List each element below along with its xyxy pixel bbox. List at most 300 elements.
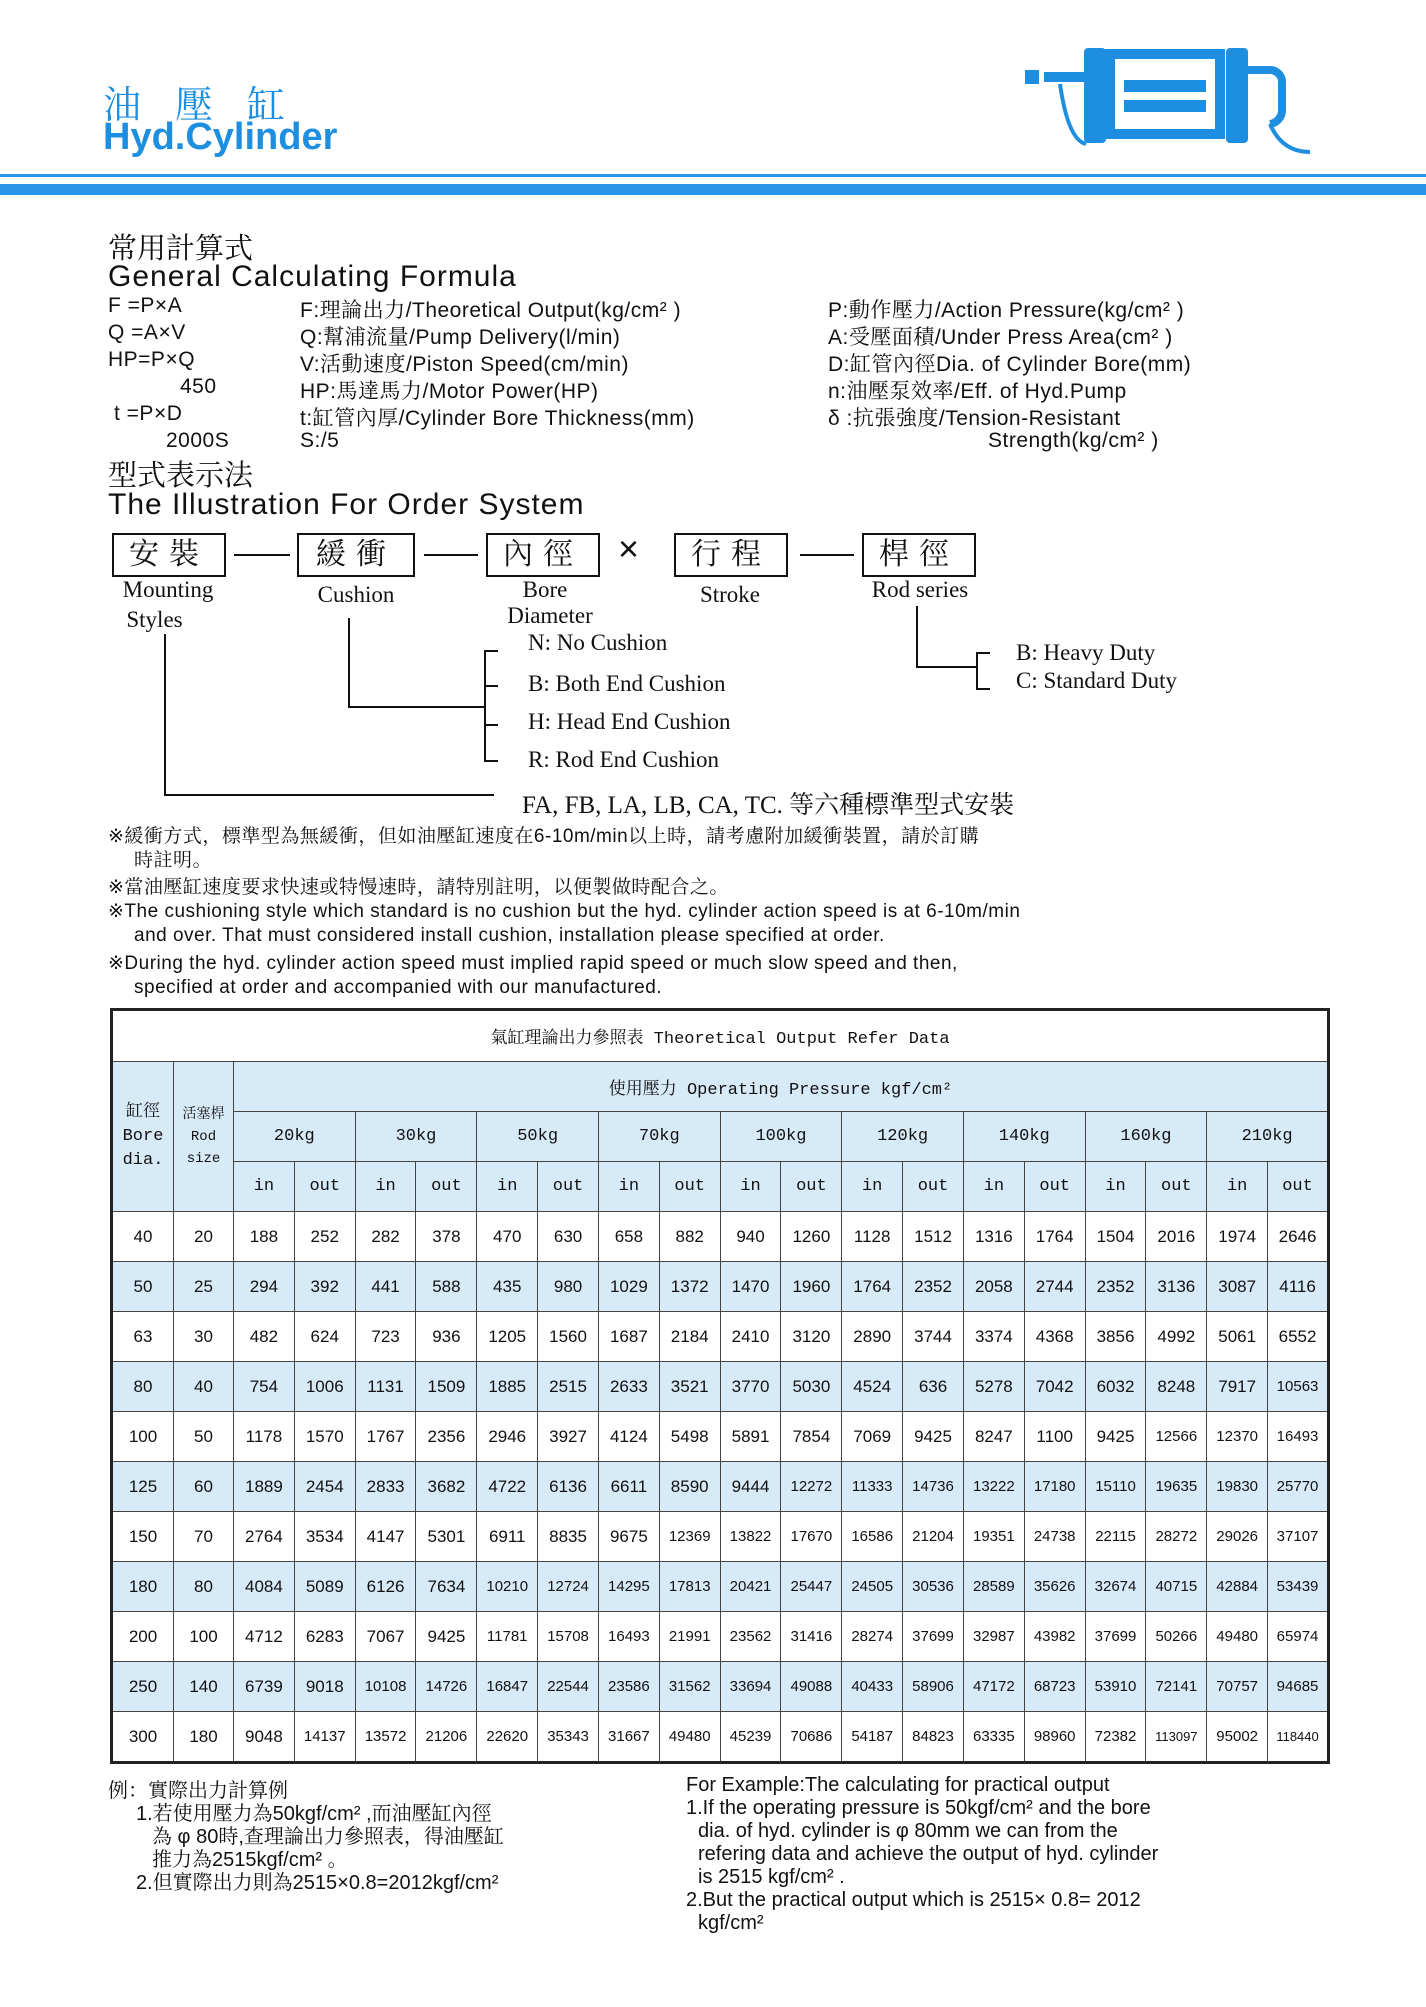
cushion-option: N: No Cushion — [528, 630, 668, 655]
tree-line — [916, 606, 918, 668]
output-cell: 624 — [294, 1312, 355, 1362]
output-cell: 72382 — [1085, 1712, 1146, 1763]
output-cell: 3521 — [659, 1362, 720, 1412]
output-cell: 4124 — [598, 1412, 659, 1462]
pressure-column-header: 120kg — [842, 1112, 964, 1162]
rod-option: B: Heavy Duty — [1016, 640, 1156, 665]
bore-cell: 40 — [112, 1212, 174, 1262]
in-header: in — [355, 1162, 416, 1212]
header-rule-thick — [0, 184, 1426, 195]
out-header: out — [1024, 1162, 1085, 1212]
output-cell: 1205 — [477, 1312, 538, 1362]
output-cell: 40433 — [842, 1662, 903, 1712]
output-cell: 12724 — [538, 1562, 599, 1612]
pressure-column-header: 100kg — [720, 1112, 842, 1162]
output-cell: 17813 — [659, 1562, 720, 1612]
output-cell: 636 — [903, 1362, 964, 1412]
order-connector — [424, 554, 478, 556]
order-box-rod: 桿徑 — [862, 533, 976, 577]
formula-line: 450 — [180, 375, 217, 398]
output-cell: 50266 — [1146, 1612, 1207, 1662]
output-cell: 392 — [294, 1262, 355, 1312]
output-cell: 4992 — [1146, 1312, 1207, 1362]
mounting-options: FA, FB, LA, LB, CA, TC. 等六種標準型式安裝 — [522, 792, 1015, 819]
output-cell: 9425 — [416, 1612, 477, 1662]
table-row — [112, 1562, 1329, 1612]
output-cell: 28272 — [1146, 1512, 1207, 1562]
formula-definition: δ :抗張強度/Tension-Resistant — [828, 407, 1121, 430]
bore-cell: 300 — [112, 1712, 174, 1763]
example-cn-line: 例：實際出力計算例 — [108, 1780, 288, 1802]
output-cell: 12369 — [659, 1512, 720, 1562]
rod-option: C: Standard Duty — [1016, 668, 1177, 693]
output-table — [110, 1008, 1330, 1764]
rod-header-size: size — [186, 1150, 221, 1167]
tree-line — [976, 688, 990, 690]
formula-line: HP=P×Q — [108, 348, 196, 371]
in-header: in — [1085, 1162, 1146, 1212]
output-cell: 65974 — [1268, 1612, 1329, 1662]
output-cell: 70757 — [1207, 1662, 1268, 1712]
output-cell: 1885 — [477, 1362, 538, 1412]
order-box-stroke: 行程 — [674, 533, 788, 577]
output-cell: 1889 — [234, 1462, 295, 1512]
table-row — [112, 1362, 1329, 1412]
formula-heading-en: General Calculating Formula — [108, 260, 517, 293]
in-header: in — [598, 1162, 659, 1212]
output-cell: 7634 — [416, 1562, 477, 1612]
output-cell: 2833 — [355, 1462, 416, 1512]
output-cell: 980 — [538, 1262, 599, 1312]
rod-cell: 140 — [174, 1662, 234, 1712]
bore-cell: 50 — [112, 1262, 174, 1312]
order-heading-en: The Illustration For Order System — [108, 488, 585, 521]
bore-cell: 180 — [112, 1562, 174, 1612]
output-cell: 5061 — [1207, 1312, 1268, 1362]
output-cell: 53910 — [1085, 1662, 1146, 1712]
output-cell: 24738 — [1024, 1512, 1085, 1562]
note-line: and over. That must considered install cushion, installation please specified at order. — [134, 925, 885, 946]
example-en-line: 1.If the operating pressure is 50kgf/cm² and the bore — [686, 1797, 1151, 1819]
order-heading-cn: 型式表示法 — [108, 458, 254, 492]
out-header: out — [294, 1162, 355, 1212]
pressure-header: 使用壓力 Operating Pressure kgf/cm² — [234, 1062, 1329, 1112]
formula-definition: D:缸管內徑Dia. of Cylinder Bore(mm) — [828, 353, 1192, 376]
order-box-cushion: 緩衝 — [297, 533, 415, 577]
formula-definition: HP:馬達馬力/Motor Power(HP) — [300, 380, 599, 403]
output-cell: 24505 — [842, 1562, 903, 1612]
output-cell: 1470 — [720, 1262, 781, 1312]
output-cell: 6126 — [355, 1562, 416, 1612]
output-cell: 54187 — [842, 1712, 903, 1763]
tree-line — [484, 685, 498, 687]
output-cell: 1974 — [1207, 1212, 1268, 1262]
output-cell: 6552 — [1268, 1312, 1329, 1362]
formula-line: t =P×D — [114, 402, 183, 425]
output-cell: 45239 — [720, 1712, 781, 1763]
output-cell: 8247 — [963, 1412, 1024, 1462]
in-header: in — [842, 1162, 903, 1212]
rod-header-cn: 活塞桿 — [182, 1106, 225, 1123]
output-cell: 2356 — [416, 1412, 477, 1462]
order-box-mounting: 安裝 — [112, 533, 226, 577]
pressure-column-header: 210kg — [1207, 1112, 1329, 1162]
pressure-column-header: 140kg — [963, 1112, 1085, 1162]
output-cell: 1509 — [416, 1362, 477, 1412]
output-cell: 16493 — [598, 1612, 659, 1662]
output-cell: 1504 — [1085, 1212, 1146, 1262]
rod-cell: 80 — [174, 1562, 234, 1612]
output-cell: 3744 — [903, 1312, 964, 1362]
example-en-line: is 2515 kgf/cm² . — [698, 1866, 845, 1888]
output-cell: 6032 — [1085, 1362, 1146, 1412]
output-cell: 23562 — [720, 1612, 781, 1662]
example-en-line: refering data and achieve the output of hyd. cylinder — [698, 1843, 1159, 1865]
output-cell: 5301 — [416, 1512, 477, 1562]
out-header: out — [781, 1162, 842, 1212]
rod-cell: 25 — [174, 1262, 234, 1312]
output-cell: 882 — [659, 1212, 720, 1262]
out-header: out — [659, 1162, 720, 1212]
output-cell: 658 — [598, 1212, 659, 1262]
output-cell: 15708 — [538, 1612, 599, 1662]
output-cell: 470 — [477, 1212, 538, 1262]
output-cell: 1178 — [234, 1412, 295, 1462]
output-cell: 68723 — [1024, 1662, 1085, 1712]
output-cell: 441 — [355, 1262, 416, 1312]
output-cell: 13822 — [720, 1512, 781, 1562]
rod-cell: 30 — [174, 1312, 234, 1362]
label-cushion: Cushion — [317, 582, 395, 607]
output-cell: 6283 — [294, 1612, 355, 1662]
label-styles: Styles — [126, 607, 183, 632]
output-cell: 1316 — [963, 1212, 1024, 1262]
table-row — [112, 1212, 1329, 1262]
formula-definition: Strength(kg/cm² ) — [988, 429, 1159, 452]
output-cell: 1960 — [781, 1262, 842, 1312]
output-cell: 11333 — [842, 1462, 903, 1512]
output-cell: 16493 — [1268, 1412, 1329, 1462]
formula-heading-cn: 常用計算式 — [108, 231, 254, 265]
output-cell: 22544 — [538, 1662, 599, 1712]
output-cell: 1128 — [842, 1212, 903, 1262]
example-en-line: dia. of hyd. cylinder is φ 80mm we can from the — [698, 1820, 1118, 1842]
output-cell: 22620 — [477, 1712, 538, 1763]
output-cell: 6611 — [598, 1462, 659, 1512]
in-header: in — [963, 1162, 1024, 1212]
output-cell: 31562 — [659, 1662, 720, 1712]
output-cell: 37699 — [1085, 1612, 1146, 1662]
label-rod-series: Rod series — [871, 577, 969, 602]
hydraulic-cylinder-icon — [1020, 40, 1320, 160]
output-cell: 1260 — [781, 1212, 842, 1262]
output-table-wrapper — [110, 1008, 1330, 1764]
output-cell: 9048 — [234, 1712, 295, 1763]
output-cell: 113097 — [1146, 1712, 1207, 1763]
output-cell: 3374 — [963, 1312, 1024, 1362]
formula-line: Q =A×V — [108, 321, 186, 344]
output-cell: 20421 — [720, 1562, 781, 1612]
table-caption: 氣缸理論出力參照表 Theoretical Output Refer Data — [112, 1010, 1329, 1062]
output-cell: 49480 — [659, 1712, 720, 1763]
rod-cell: 20 — [174, 1212, 234, 1262]
tree-line — [164, 794, 494, 796]
output-cell: 70686 — [781, 1712, 842, 1763]
output-cell: 10563 — [1268, 1362, 1329, 1412]
output-cell: 14736 — [903, 1462, 964, 1512]
output-cell: 43982 — [1024, 1612, 1085, 1662]
output-cell: 252 — [294, 1212, 355, 1262]
output-cell: 40715 — [1146, 1562, 1207, 1612]
order-connector — [800, 554, 854, 556]
output-cell: 723 — [355, 1312, 416, 1362]
output-cell: 47172 — [963, 1662, 1024, 1712]
output-cell: 2946 — [477, 1412, 538, 1462]
rod-cell: 180 — [174, 1712, 234, 1763]
rod-cell: 40 — [174, 1362, 234, 1412]
output-cell: 5278 — [963, 1362, 1024, 1412]
output-cell: 1131 — [355, 1362, 416, 1412]
output-cell: 15110 — [1085, 1462, 1146, 1512]
output-cell: 1767 — [355, 1412, 416, 1462]
output-cell: 32987 — [963, 1612, 1024, 1662]
output-cell: 29026 — [1207, 1512, 1268, 1562]
label-stroke: Stroke — [699, 582, 761, 607]
formula-definition: S:/5 — [300, 429, 340, 452]
output-cell: 19351 — [963, 1512, 1024, 1562]
output-cell: 49480 — [1207, 1612, 1268, 1662]
in-header: in — [720, 1162, 781, 1212]
output-cell: 4116 — [1268, 1262, 1329, 1312]
formula-line: F =P×A — [108, 294, 183, 317]
example-cn-line: 1.若使用壓力為50kgf/cm² ,而油壓缸內徑 — [136, 1803, 492, 1825]
output-cell: 1560 — [538, 1312, 599, 1362]
output-cell: 2890 — [842, 1312, 903, 1362]
output-cell: 940 — [720, 1212, 781, 1262]
output-cell: 8590 — [659, 1462, 720, 1512]
output-cell: 3927 — [538, 1412, 599, 1462]
output-cell: 2515 — [538, 1362, 599, 1412]
output-cell: 14726 — [416, 1662, 477, 1712]
output-cell: 936 — [416, 1312, 477, 1362]
bore-header-dia: dia. — [122, 1150, 164, 1170]
output-cell: 6739 — [234, 1662, 295, 1712]
table-row — [112, 1462, 1329, 1512]
tree-line — [484, 724, 498, 726]
tree-line — [348, 706, 484, 708]
pressure-column-header: 70kg — [598, 1112, 720, 1162]
output-cell: 4712 — [234, 1612, 295, 1662]
table-row — [112, 1412, 1329, 1462]
bore-cell: 150 — [112, 1512, 174, 1562]
header-rule-thin — [0, 174, 1426, 177]
output-cell: 22115 — [1085, 1512, 1146, 1562]
output-cell: 630 — [538, 1212, 599, 1262]
output-cell: 1372 — [659, 1262, 720, 1312]
tree-line — [484, 760, 498, 762]
output-cell: 33694 — [720, 1662, 781, 1712]
output-cell: 7069 — [842, 1412, 903, 1462]
output-cell: 12370 — [1207, 1412, 1268, 1462]
formula-definition: Q:幫浦流量/Pump Delivery(l/min) — [300, 326, 621, 349]
output-cell: 35626 — [1024, 1562, 1085, 1612]
label-bore: Bore — [522, 577, 568, 602]
output-cell: 25770 — [1268, 1462, 1329, 1512]
output-cell: 7067 — [355, 1612, 416, 1662]
output-cell: 1029 — [598, 1262, 659, 1312]
pressure-column-header: 50kg — [477, 1112, 599, 1162]
bore-cell: 80 — [112, 1362, 174, 1412]
output-cell: 3087 — [1207, 1262, 1268, 1312]
out-header: out — [416, 1162, 477, 1212]
formula-definition: n:油壓泵效率/Eff. of Hyd.Pump — [828, 380, 1127, 403]
rod-header-en: Rod — [190, 1128, 217, 1145]
output-cell: 53439 — [1268, 1562, 1329, 1612]
output-cell: 37699 — [903, 1612, 964, 1662]
output-cell: 31667 — [598, 1712, 659, 1763]
formula-definition: t:缸管內厚/Cylinder Bore Thickness(mm) — [300, 407, 695, 430]
in-header: in — [234, 1162, 295, 1212]
in-header: in — [1207, 1162, 1268, 1212]
output-cell: 754 — [234, 1362, 295, 1412]
pressure-column-header: 160kg — [1085, 1112, 1207, 1162]
output-cell: 28589 — [963, 1562, 1024, 1612]
output-cell: 35343 — [538, 1712, 599, 1763]
output-cell: 23586 — [598, 1662, 659, 1712]
output-cell: 2410 — [720, 1312, 781, 1362]
output-cell: 12272 — [781, 1462, 842, 1512]
formula-definition: F:理論出力/Theoretical Output(kg/cm² ) — [300, 299, 682, 322]
page-title-cn: 油壓缸 — [103, 83, 320, 127]
output-cell: 16847 — [477, 1662, 538, 1712]
bore-cell: 100 — [112, 1412, 174, 1462]
bore-cell: 125 — [112, 1462, 174, 1512]
output-cell: 6136 — [538, 1462, 599, 1512]
output-cell: 84823 — [903, 1712, 964, 1763]
formula-definition: V:活動速度/Piston Speed(cm/min) — [300, 353, 629, 376]
output-cell: 4722 — [477, 1462, 538, 1512]
pressure-column-header: 20kg — [234, 1112, 356, 1162]
tree-line — [164, 634, 166, 796]
bore-cell: 200 — [112, 1612, 174, 1662]
output-cell: 95002 — [1207, 1712, 1268, 1763]
output-cell: 5030 — [781, 1362, 842, 1412]
note-line: ※緩衝方式，標準型為無緩衝，但如油壓缸速度在6-10m/min以上時，請考慮附加緩衝裝置，請於訂購 — [108, 826, 980, 847]
output-cell: 6911 — [477, 1512, 538, 1562]
formula-definition: A:受壓面積/Under Press Area(cm² ) — [828, 326, 1173, 349]
output-cell: 14295 — [598, 1562, 659, 1612]
tree-line — [484, 650, 486, 762]
output-cell: 10108 — [355, 1662, 416, 1712]
output-cell: 3120 — [781, 1312, 842, 1362]
output-cell: 4368 — [1024, 1312, 1085, 1362]
output-cell: 378 — [416, 1212, 477, 1262]
output-cell: 94685 — [1268, 1662, 1329, 1712]
output-cell: 5891 — [720, 1412, 781, 1462]
out-header: out — [1268, 1162, 1329, 1212]
output-cell: 9444 — [720, 1462, 781, 1512]
output-cell: 3136 — [1146, 1262, 1207, 1312]
output-cell: 5089 — [294, 1562, 355, 1612]
output-cell: 4524 — [842, 1362, 903, 1412]
output-cell: 2184 — [659, 1312, 720, 1362]
output-cell: 14137 — [294, 1712, 355, 1763]
example-en-line: 2.But the practical output which is 2515× 0.8= 2012 — [686, 1889, 1141, 1911]
output-cell: 13222 — [963, 1462, 1024, 1512]
output-cell: 2352 — [1085, 1262, 1146, 1312]
output-cell: 9018 — [294, 1662, 355, 1712]
bore-header-en: Bore — [122, 1126, 164, 1146]
output-cell: 2646 — [1268, 1212, 1329, 1262]
output-cell: 25447 — [781, 1562, 842, 1612]
table-row — [112, 1712, 1329, 1763]
output-cell: 482 — [234, 1312, 295, 1362]
output-cell: 9425 — [1085, 1412, 1146, 1462]
bore-header-cn: 缸徑 — [126, 1102, 160, 1122]
output-cell: 42884 — [1207, 1562, 1268, 1612]
bore-header — [112, 1062, 174, 1212]
output-cell: 1764 — [842, 1262, 903, 1312]
output-cell: 30536 — [903, 1562, 964, 1612]
output-cell: 72141 — [1146, 1662, 1207, 1712]
table-row — [112, 1312, 1329, 1362]
page-title-en: Hyd.Cylinder — [103, 116, 338, 158]
formula-definition: P:動作壓力/Action Pressure(kg/cm² ) — [828, 299, 1185, 322]
table-row — [112, 1612, 1329, 1662]
rod-cell: 50 — [174, 1412, 234, 1462]
output-cell: 4147 — [355, 1512, 416, 1562]
output-cell: 12566 — [1146, 1412, 1207, 1462]
output-cell: 435 — [477, 1262, 538, 1312]
cushion-option: R: Rod End Cushion — [528, 747, 720, 772]
output-cell: 28274 — [842, 1612, 903, 1662]
cushion-option: H: Head End Cushion — [528, 709, 731, 734]
tree-line — [916, 666, 978, 668]
output-cell: 2633 — [598, 1362, 659, 1412]
output-cell: 2016 — [1146, 1212, 1207, 1262]
output-cell: 4084 — [234, 1562, 295, 1612]
rod-cell: 100 — [174, 1612, 234, 1662]
in-header: in — [477, 1162, 538, 1212]
note-line: 時註明。 — [134, 850, 213, 871]
output-cell: 1764 — [1024, 1212, 1085, 1262]
order-times-sign: × — [618, 528, 640, 569]
output-cell: 17180 — [1024, 1462, 1085, 1512]
table-row — [112, 1262, 1329, 1312]
pressure-column-header: 30kg — [355, 1112, 477, 1162]
output-cell: 294 — [234, 1262, 295, 1312]
output-cell: 2454 — [294, 1462, 355, 1512]
table-row — [112, 1512, 1329, 1562]
rod-cell: 70 — [174, 1512, 234, 1562]
output-cell: 2764 — [234, 1512, 295, 1562]
output-cell: 1687 — [598, 1312, 659, 1362]
output-cell: 10210 — [477, 1562, 538, 1612]
output-cell: 8835 — [538, 1512, 599, 1562]
output-cell: 3682 — [416, 1462, 477, 1512]
example-cn-line: 為 φ 80時,查理論出力參照表，得油壓缸 — [152, 1826, 504, 1848]
output-cell: 9425 — [903, 1412, 964, 1462]
output-cell: 1570 — [294, 1412, 355, 1462]
note-line: ※During the hyd. cylinder action speed must implied rapid speed or much slow speed and then, — [108, 953, 958, 974]
note-line: ※當油壓缸速度要求快速或特慢速時，請特別註明，以便製做時配合之。 — [108, 877, 729, 898]
output-cell: 21204 — [903, 1512, 964, 1562]
output-cell: 8248 — [1146, 1362, 1207, 1412]
table-row — [112, 1662, 1329, 1712]
output-cell: 5498 — [659, 1412, 720, 1462]
output-cell: 37107 — [1268, 1512, 1329, 1562]
cushion-option: B: Both End Cushion — [528, 671, 726, 696]
